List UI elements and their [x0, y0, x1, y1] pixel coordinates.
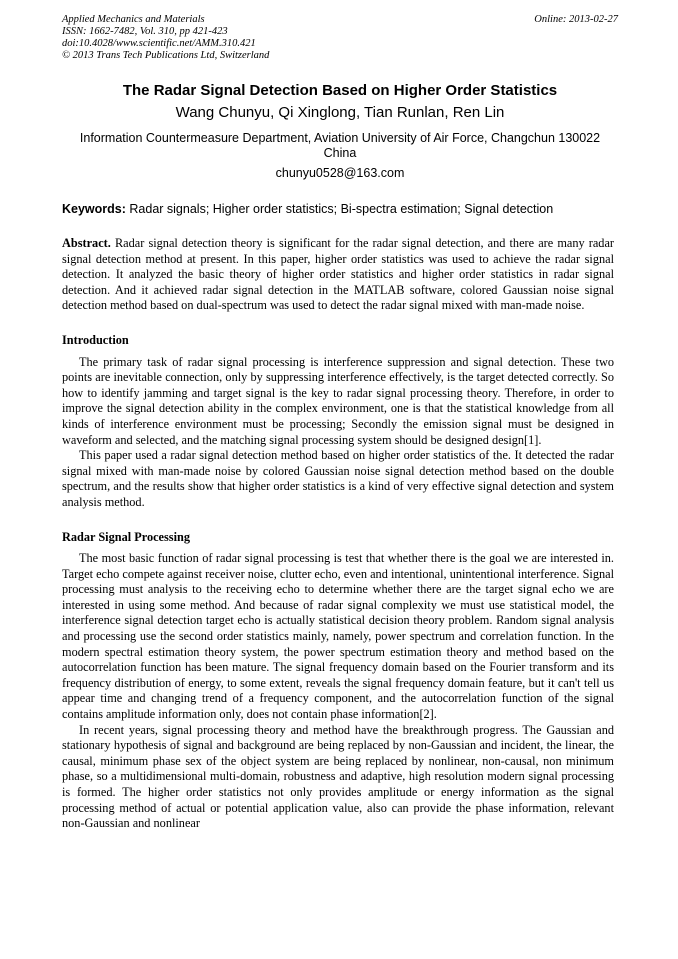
keywords-text: Radar signals; Higher order statistics; Bi-spectra estimation; Signal detection [129, 202, 554, 216]
journal-name: Applied Mechanics and Materials [62, 14, 205, 25]
section-heading-introduction: Introduction [62, 332, 129, 347]
keywords-label: Keywords: [62, 202, 126, 216]
issn-line: ISSN: 1662-7482, Vol. 310, pp 421-423 [62, 26, 228, 37]
author-list: Wang Chunyu, Qi Xinglong, Tian Runlan, Ren Lin [175, 104, 505, 121]
copyright-line: © 2013 Trans Tech Publications Ltd, Switzerland [62, 50, 270, 61]
paper-body [62, 236, 614, 832]
body-paragraph: The primary task of radar signal processing is interference suppression and signal detection. These two points are inevitable connection, only by suppressing interference effectively, is the target detected correctly. So how to identify jamming and target signal is the key to radar signal processing theory. Therefore, in order to improve the signal detection ability in the complex environment, one is that the statistical knowledge from all kinds of interference environment must be processing; Secondly the emission signal must be designed in waveform and selected, and the matching signal processing system should be designed design[1]. [62, 354, 614, 447]
doi-line[interactable]: doi:10.4028/www.scientific.net/AMM.310.421 [62, 38, 256, 49]
paper-title: The Radar Signal Detection Based on Higher Order Statistics [122, 82, 558, 99]
body-paragraph: This paper used a radar signal detection method based on higher order statistics of the. It detected the radar signal mixed with man-made noise by colored Gaussian noise signal detection method based on the double spectrum, and the results show that higher order statistics is a kind of very effective signal detection and system analysis method. [62, 448, 614, 509]
journal-header [62, 14, 618, 62]
affiliation: Information Countermeasure Department, Aviation University of Air Force, Changchun 130022 China [79, 131, 601, 160]
abstract-text: Radar signal detection theory is significant for the radar signal detection, and there are many radar signal detection method at present. In this paper, higher order statistics was used to achieve the radar signal detection. It analyzed the basic theory of higher order statistics and higher order statistics in radar signal detection. And it achieved radar signal detection in the MATLAB software, colored Gaussian noise signal detection method based on dual-spectrum was used to detect the radar signal mixed with man-made noise. [62, 236, 614, 313]
abstract-paragraph [62, 236, 614, 314]
keywords-line [62, 202, 618, 217]
author-email[interactable]: chunyu0528@163.com [275, 166, 405, 180]
body-paragraph: In recent years, signal processing theory and method have the breakthrough progress. The Gaussian and stationary hypothesis of signal and background are being replaced by non-Gaussian and incident, the linear, the causal, minimum phase sex of the object system are being replaced by nonlinear, non-causal, non minimum phase, so a multidimensional multi-domain, robustness and adaptive, high resolution modern signal processing is formed. The higher order statistics not only provides amplitude or energy information as the signal processing method of actual or potential application value, also can provide the phase information, relevant non-Gaussian and nonlinear [62, 722, 614, 831]
body-paragraph: The most basic function of radar signal processing is test that whether there is the goal we are interested in. Target echo compete against receiver noise, clutter echo, even and intentional, unintentional interference. Signal processing must analysis to the receiving echo to determine whether there are the target signal echo we are interested in using some method. And because of radar signal complexity we must use statistical model, the interference signal detection target echo is actually statistical decision theory problem. Random signal analysis and processing use the second order statistics mainly, namely, power spectrum and correlation function. In the modern spectral estimation theory system, the power spectrum estimation theory and method based on the autocorrelation function has been mature. The signal frequency domain based on the Fourier transform and its frequency distribution of energy, to some extent, reveals the signal frequency domain feature, but it can't tell us appear time and changing trend of a frequency component, and the autocorrelation function of the signal contains amplitude information only, does not contain phase information[2]. [62, 551, 614, 722]
abstract-label: Abstract. [62, 236, 111, 250]
online-date: Online: 2013-02-27 [534, 14, 618, 25]
section-heading-radar-signal-processing: Radar Signal Processing [62, 529, 190, 544]
